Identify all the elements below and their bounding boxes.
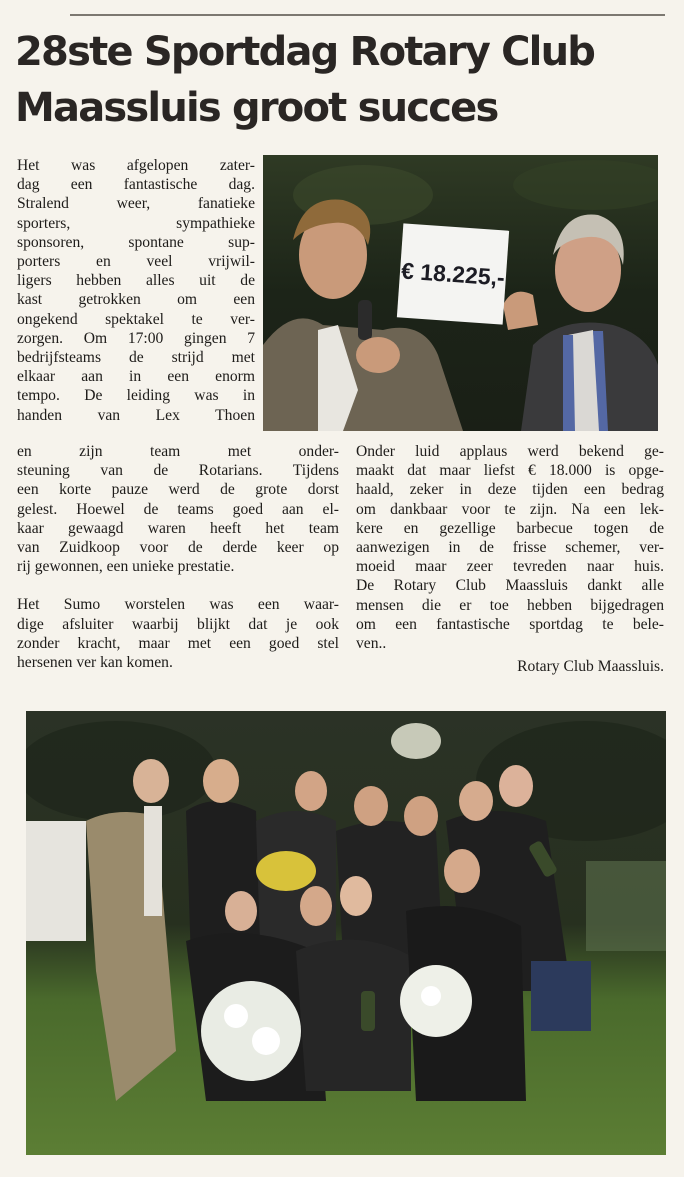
text-line: en zijn team met onder- bbox=[17, 443, 339, 460]
text-line: kaar gewaagd waren heeft het team bbox=[17, 519, 339, 537]
headline-line-2: Maassluis groot succes bbox=[15, 85, 498, 131]
text-line: hersenen ver kan komen. bbox=[17, 654, 173, 672]
paragraph-sumo bbox=[17, 595, 339, 672]
text-line: kere en gezellige barbecue togen de bbox=[356, 519, 664, 537]
text-line: moeid maar zeer tevreden naar huis. bbox=[356, 558, 664, 576]
text-line: porters en veel vrijwil- bbox=[17, 253, 255, 271]
text-line: zorgen. Om 17:00 gingen 7 bbox=[17, 329, 255, 347]
text-line: sponsoren, spontane sup- bbox=[17, 233, 255, 251]
text-line: haald, zeker in deze tijden een bedrag bbox=[356, 481, 664, 499]
signature bbox=[356, 657, 664, 676]
paragraph-result bbox=[356, 442, 664, 653]
headline-line-1: 28ste Sportdag Rotary Club bbox=[15, 29, 595, 75]
text-line: Het Sumo worstelen was een waar- bbox=[17, 596, 339, 614]
text-line: Het was afgelopen zater- bbox=[17, 157, 255, 174]
text-line: van Zuidkoop voor de derde keer op bbox=[17, 539, 339, 557]
paragraph-teams bbox=[17, 442, 339, 576]
text-line: De Rotary Club Maassluis dankt alle bbox=[356, 577, 664, 595]
article-column-2 bbox=[17, 442, 339, 672]
text-line: handen van Lex Thoen bbox=[17, 406, 255, 424]
photo-group-illustration bbox=[26, 711, 666, 1155]
text-line: tempo. De leiding was in bbox=[17, 387, 255, 405]
text-line: ligers hebben alles uit de bbox=[17, 272, 255, 290]
text-line: Stralend weer, fanatieke bbox=[17, 195, 255, 213]
signature-text: Rotary Club Maassluis. bbox=[517, 658, 664, 676]
text-line: kast getrokken om een bbox=[17, 291, 255, 309]
text-line: aanwezigen in de frisse schemer, ver- bbox=[356, 539, 664, 557]
headline bbox=[15, 24, 675, 136]
text-line: elkaar aan in een enorm bbox=[17, 368, 255, 386]
text-line: zonder kracht, maar met een goed stel bbox=[17, 634, 339, 652]
text-line: maakt dat maar liefst € 18.000 is opge- bbox=[356, 462, 664, 480]
text-line: dag een fantastische dag. bbox=[17, 176, 255, 194]
photo-cheque-presentation bbox=[263, 155, 658, 431]
cheque-card bbox=[397, 223, 509, 324]
cheque-amount: € 18.225,- bbox=[400, 257, 506, 291]
paragraph-intro bbox=[17, 156, 255, 425]
text-line: dige afsluiter waarbij blijkt dat je ook bbox=[17, 615, 339, 633]
text-line: sporters, sympathieke bbox=[17, 214, 255, 232]
text-line: mensen die er toe hebben bijgedragen bbox=[356, 596, 664, 614]
text-line: Onder luid applaus werd bekend ge- bbox=[356, 443, 664, 460]
text-line: om een fantastische sportdag te bele- bbox=[356, 615, 664, 633]
text-line: bedrijfsteams de strijd met bbox=[17, 349, 255, 367]
top-rule bbox=[70, 14, 665, 16]
text-line: een korte pauze werd de grote dorst bbox=[17, 481, 339, 499]
text-line: rij gewonnen, een unieke prestatie. bbox=[17, 558, 235, 576]
text-line: ongekend spektakel te ver- bbox=[17, 310, 255, 328]
text-line: om dankbaar voor te zijn. Na een lek- bbox=[356, 500, 664, 518]
text-line: ven.. bbox=[356, 635, 387, 653]
photo-winning-team bbox=[26, 711, 666, 1155]
text-line: gelest. Hoewel de teams goed aan el- bbox=[17, 500, 339, 518]
article-column-1 bbox=[17, 156, 255, 425]
text-line: steuning van de Rotarians. Tijdens bbox=[17, 462, 339, 480]
article-column-3 bbox=[356, 442, 664, 676]
